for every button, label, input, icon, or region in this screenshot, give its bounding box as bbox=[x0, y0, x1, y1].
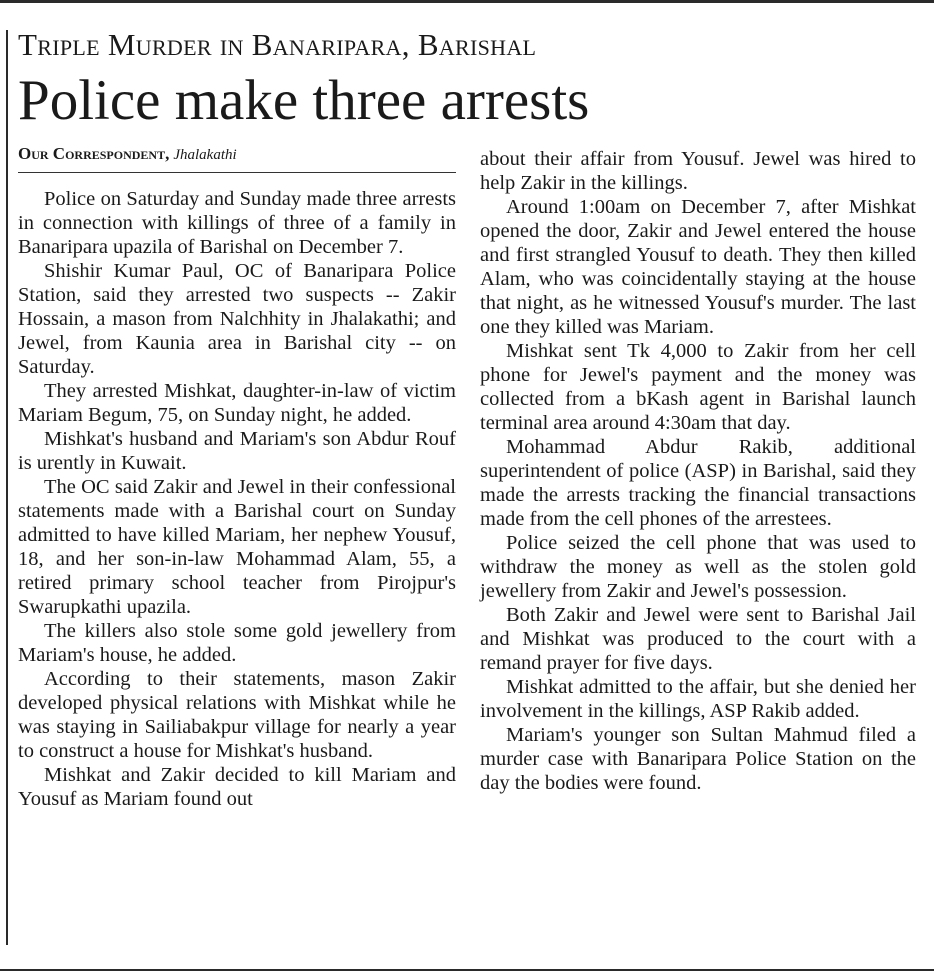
paragraph: Mishkat's husband and Mariam's son Abdur Rouf is urently in Kuwait. bbox=[18, 428, 456, 474]
paragraph: Mariam's younger son Sultan Mahmud filed a murder case with Banaripara Police Station on the day the bodies were found. bbox=[480, 724, 916, 794]
paragraph: Police on Saturday and Sunday made three arrests in connection with killings of three of a family in Banaripara upazila of Barishal on December 7. bbox=[18, 188, 456, 258]
byline-author: Our Correspondent, bbox=[18, 144, 170, 163]
paragraph: The killers also stole some gold jewellery from Mariam's house, he added. bbox=[18, 620, 456, 666]
paragraph: Police seized the cell phone that was used to withdraw the money as well as the stolen gold jewellery from Zakir and Jewel's possession. bbox=[480, 532, 916, 602]
article-headline: Police make three arrests bbox=[18, 69, 590, 132]
paragraph: Mishkat and Zakir decided to kill Mariam and Yousuf as Mariam found out bbox=[18, 764, 456, 810]
paragraph: Around 1:00am on December 7, after Mishkat opened the door, Zakir and Jewel entered the house and first strangled Yousuf to death. They then killed Alam, who was coincidentally staying at the house that night, as he witnessed Yousuf's murder. The last one they killed was Mariam. bbox=[480, 196, 916, 338]
paragraph: Mohammad Abdur Rakib, additional superintendent of police (ASP) in Barishal, said they made the arrests tracking the financial transactions made from the cell phones of the arrestees. bbox=[480, 436, 916, 530]
paragraph: Mishkat admitted to the affair, but she denied her involvement in the killings, ASP Rakib added. bbox=[480, 676, 916, 722]
top-border-rule bbox=[0, 0, 934, 3]
article-kicker: Triple Murder in Banaripara, Barishal bbox=[18, 27, 537, 62]
paragraph: Mishkat sent Tk 4,000 to Zakir from her cell phone for Jewel's payment and the money was collected from a bKash agent in Barishal launch terminal area around 4:30am that day. bbox=[480, 340, 916, 434]
paragraph: The OC said Zakir and Jewel in their confessional statements made with a Barishal court on Sunday admitted to have killed Mariam, her nephew Yousuf, 18, and her son-in-law Mohammad Alam, 55, a retired primary school teacher from Pirojpur's Swarupkathi upazila. bbox=[18, 476, 456, 618]
paragraph: According to their statements, mason Zakir developed physical relations with Mishkat while he was staying in Sailiabakpur village for nearly a year to construct a house for Mishkat's husband. bbox=[18, 668, 456, 762]
byline bbox=[18, 143, 237, 166]
paragraph: Both Zakir and Jewel were sent to Barishal Jail and Mishkat was produced to the court with a remand prayer for five days. bbox=[480, 604, 916, 674]
paragraph: They arrested Mishkat, daughter-in-law of victim Mariam Begum, 75, on Sunday night, he added. bbox=[18, 380, 456, 426]
byline-divider bbox=[18, 172, 456, 173]
paragraph-continuation: about their affair from Yousuf. Jewel was hired to help Zakir in the killings. bbox=[480, 148, 916, 194]
article-column-1 bbox=[18, 187, 456, 811]
left-border-rule bbox=[6, 30, 8, 945]
article-column-2 bbox=[480, 147, 916, 795]
byline-place: Jhalakathi bbox=[173, 147, 237, 163]
paragraph: Shishir Kumar Paul, OC of Banaripara Police Station, said they arrested two suspects -- Zakir Hossain, a mason from Nalchhity in Jhalakathi; and Jewel, from Kaunia area in Barishal city -- on Saturday. bbox=[18, 260, 456, 378]
